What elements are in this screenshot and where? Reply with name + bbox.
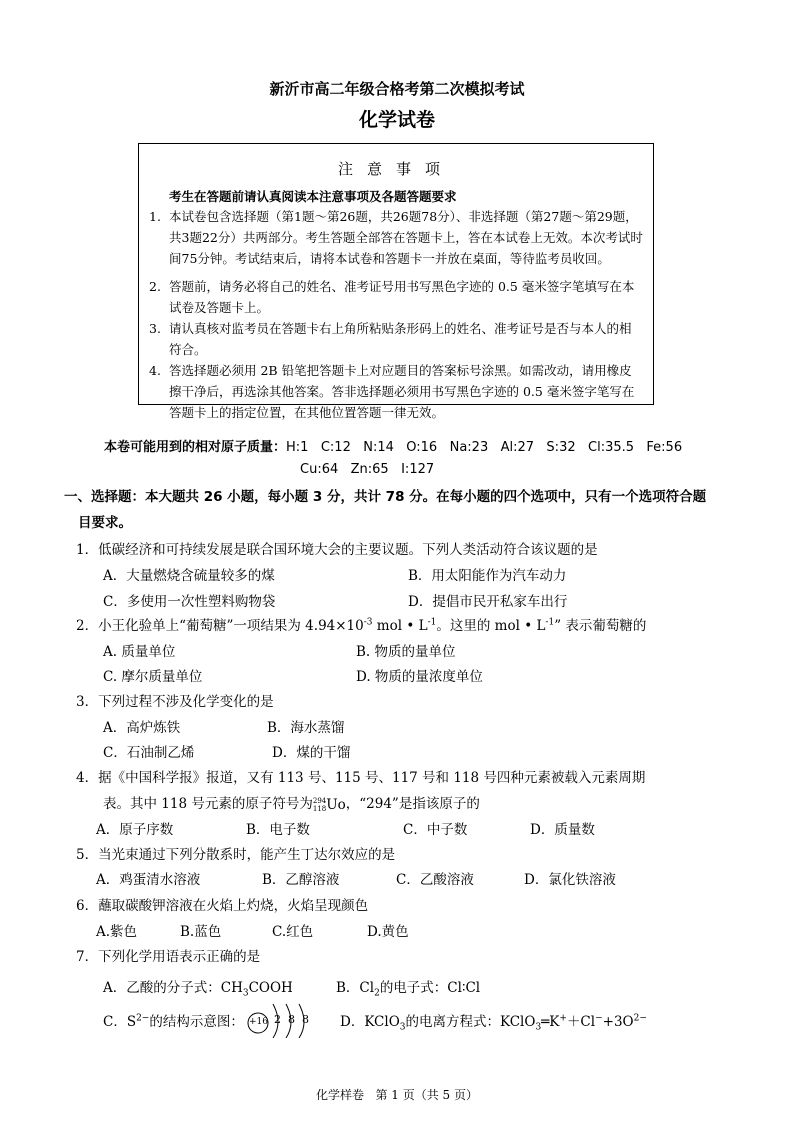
q7c-end: 的结构示意图： [149, 1014, 244, 1030]
notice-item-2 [149, 276, 643, 318]
shell-electrons: 2 8 8 [274, 1013, 309, 1026]
nuclide-mass-number: 294 [312, 797, 327, 805]
q7d-sub-2: 3 [535, 1022, 542, 1033]
atomic-mass-line-2: Cu:64 Zn:65 I:127 [300, 462, 435, 477]
question-5-stem: 5．当光束通过下列分散系时，能产生丁达尔效应的是 [76, 847, 396, 863]
q2-exp-1: -3 [363, 617, 373, 628]
question-7-stem: 7．下列化学用语表示正确的是 [76, 949, 261, 965]
subject-title: 化学试卷 [358, 109, 435, 131]
question-3-option-a: A．高炉炼铁 [103, 720, 181, 736]
atomic-mass-label: 本卷可能用到的相对原子质量： [104, 440, 287, 455]
notice-heading: 注意事项 [337, 160, 454, 178]
q4-text-b: ，“294”是指该原子的 [345, 796, 480, 812]
q2-text-d: ” 表示葡萄糖的 [554, 618, 647, 634]
notice-item-num: 4. [149, 363, 161, 378]
question-6-stem: 6．蘸取碳酸钾溶液在火焰上灼烧，火焰呈现颜色 [76, 898, 369, 914]
q7d-mid-3: +3O [602, 1014, 634, 1030]
q7d-text: D．KClO [340, 1014, 400, 1030]
question-2-option-c: C. 摩尔质量单位 [103, 669, 203, 685]
q7a-text: A．乙酸的分子式：CH [103, 980, 243, 996]
question-3-option-d: D．煤的干馏 [272, 745, 351, 761]
atomic-mass-values: H:1 C:12 N:14 O:16 Na:23 Al:27 S:32 Cl:35.5 Fe:56 [286, 440, 683, 455]
question-1-option-c: C．多使用一次性塑料购物袋 [103, 594, 276, 610]
notice-item-1 [149, 206, 643, 269]
question-5-option-d: D．氯化铁溶液 [524, 872, 616, 888]
q2-text-b: mol • L [372, 618, 428, 634]
section-1-instructions [64, 484, 706, 536]
q7d-sup-3: 2− [633, 1013, 647, 1024]
question-1-option-a: A．大量燃烧含硫量较多的煤 [103, 568, 275, 584]
q7b-sub: 2 [374, 988, 380, 999]
nuclide-element: Uo [326, 796, 346, 813]
question-4-option-d: D．质量数 [530, 822, 595, 838]
q7d-eq: ═K [541, 1014, 560, 1030]
q7b-text: B．Cl [336, 980, 375, 996]
q2-text-a: 2．小王化验单上“葡萄糖”一项结果为 4.94×10 [76, 618, 364, 634]
q4-text-a: 表。其中 118 号元素的原子符号为 [103, 796, 313, 812]
notice-item-text: 请认真核对监考员在答题卡右上角所粘贴条形码上的姓名、准考证号是否与本人的相符合。 [169, 321, 632, 357]
question-5-option-b: B．乙醇溶液 [262, 872, 340, 888]
q7a-sub: 3 [242, 988, 249, 999]
question-7-option-c [103, 1010, 244, 1034]
notice-item-3 [149, 318, 643, 360]
q7c-sup: 2− [136, 1013, 150, 1024]
question-3-option-c: C．石油制乙烯 [103, 745, 195, 761]
q7a-end: COOH [248, 980, 293, 996]
question-7-option-d [340, 1010, 647, 1034]
nuclide-atomic-number: 118 [312, 805, 327, 813]
question-4-stem-line-1: 4．据《中国科学报》报道，又有 113 号、115 号、117 号和 118 号四种元素被载入元素周期 [76, 770, 646, 786]
question-6-option-d: D.黄色 [367, 924, 409, 940]
question-4-option-a: A．原子序数 [96, 822, 174, 838]
nuclide-symbol [313, 793, 346, 817]
notice-item-text: 本试卷包含选择题（第1题～第26题，共26题78分）、非选择题（第27题～第29题，共3题22分）共两部分。考生答题全部答在答题卡上，答在本试卷上无效。本次考试时间75分钟。考试结束后，请将本试卷和答题卡一并放在桌面，等待监考员收回。 [169, 209, 643, 266]
notice-item-num: 2. [149, 279, 161, 294]
section-1-line-1: 一、选择题：本大题共 26 小题，每小题 3 分，共计 78 分。在每小题的四个选项中，只有一个选项符合题 [64, 489, 707, 505]
question-3-stem: 3．下列过程不涉及化学变化的是 [76, 694, 274, 710]
sulfide-ion-structure-diagram [246, 996, 320, 1038]
question-3-option-b: B．海水蒸馏 [267, 720, 345, 736]
q7d-sup-1: + [559, 1013, 567, 1024]
question-1-option-d: D．提倡市民开私家车出行 [408, 594, 568, 610]
q2-exp-2: -1 [427, 617, 437, 628]
question-5-option-c: C．乙酸溶液 [396, 872, 474, 888]
question-4-option-b: B．电子数 [246, 822, 310, 838]
section-1-line-2: 目要求。 [78, 515, 132, 531]
atomic-mass-line-1 [104, 436, 682, 455]
exam-title: 新沂市高二年级合格考第二次模拟考试 [269, 80, 525, 98]
notice-subheading: 考生在答题前请认真阅读本注意事项及各题答题要求 [169, 189, 457, 204]
q7d-sup-2: − [595, 1013, 603, 1024]
question-1-stem: 1．低碳经济和可持续发展是联合国环境大会的主要议题。下列人类活动符合该议题的是 [76, 542, 598, 558]
question-7-option-b [336, 976, 480, 1000]
q7d-sub: 3 [399, 1022, 406, 1033]
q2-exp-3: -1 [545, 617, 555, 628]
q7d-mid-2: ＋Cl [566, 1014, 596, 1030]
notice-item-text: 答题前，请务必将自己的姓名、准考证号用书写黑色字迹的 0.5 毫米签字笔填写在本试卷及答题卡上。 [169, 279, 635, 315]
question-2-option-a: A. 质量单位 [103, 644, 176, 660]
page-footer: 化学样卷 第 1 页（共 5 页） [316, 1088, 478, 1102]
question-2-option-b: B. 物质的量单位 [356, 644, 456, 660]
notice-box [138, 143, 654, 420]
notice-item-text: 答选择题必须用 2B 铅笔把答题卡上对应题目的答案标号涂黑。如需改动，请用橡皮擦干净后，再选涂其他答案。答非选择题必须用书写黑色字迹的 0.5 毫米签字笔写在答题卡上的指定位置，在其他位置答题一律无效。 [169, 363, 635, 420]
q7c-text: C．S [103, 1014, 137, 1030]
question-4-option-c: C．中子数 [403, 822, 468, 838]
question-2-stem [76, 614, 646, 638]
q2-text-c: 。这里的 mol • L [436, 618, 546, 634]
nucleus-charge: +16 [249, 1017, 268, 1027]
question-2-option-d: D. 物质的量浓度单位 [356, 669, 483, 685]
question-5-option-a: A．鸡蛋清水溶液 [96, 872, 201, 888]
notice-item-num: 1. [149, 209, 161, 224]
question-4-stem-line-2 [103, 792, 480, 817]
question-6-option-a: A.紫色 [96, 924, 138, 940]
q7d-mid: 的电离方程式：KClO [405, 1014, 536, 1030]
notice-item-4 [149, 360, 643, 423]
question-6-option-c: C.红色 [272, 924, 314, 940]
question-6-option-b: B.蓝色 [180, 924, 222, 940]
q7b-end: 的电子式：Cl∶Cl [379, 980, 481, 996]
question-1-option-b: B．用太阳能作为汽车动力 [408, 568, 567, 584]
notice-item-num: 3. [149, 321, 161, 336]
